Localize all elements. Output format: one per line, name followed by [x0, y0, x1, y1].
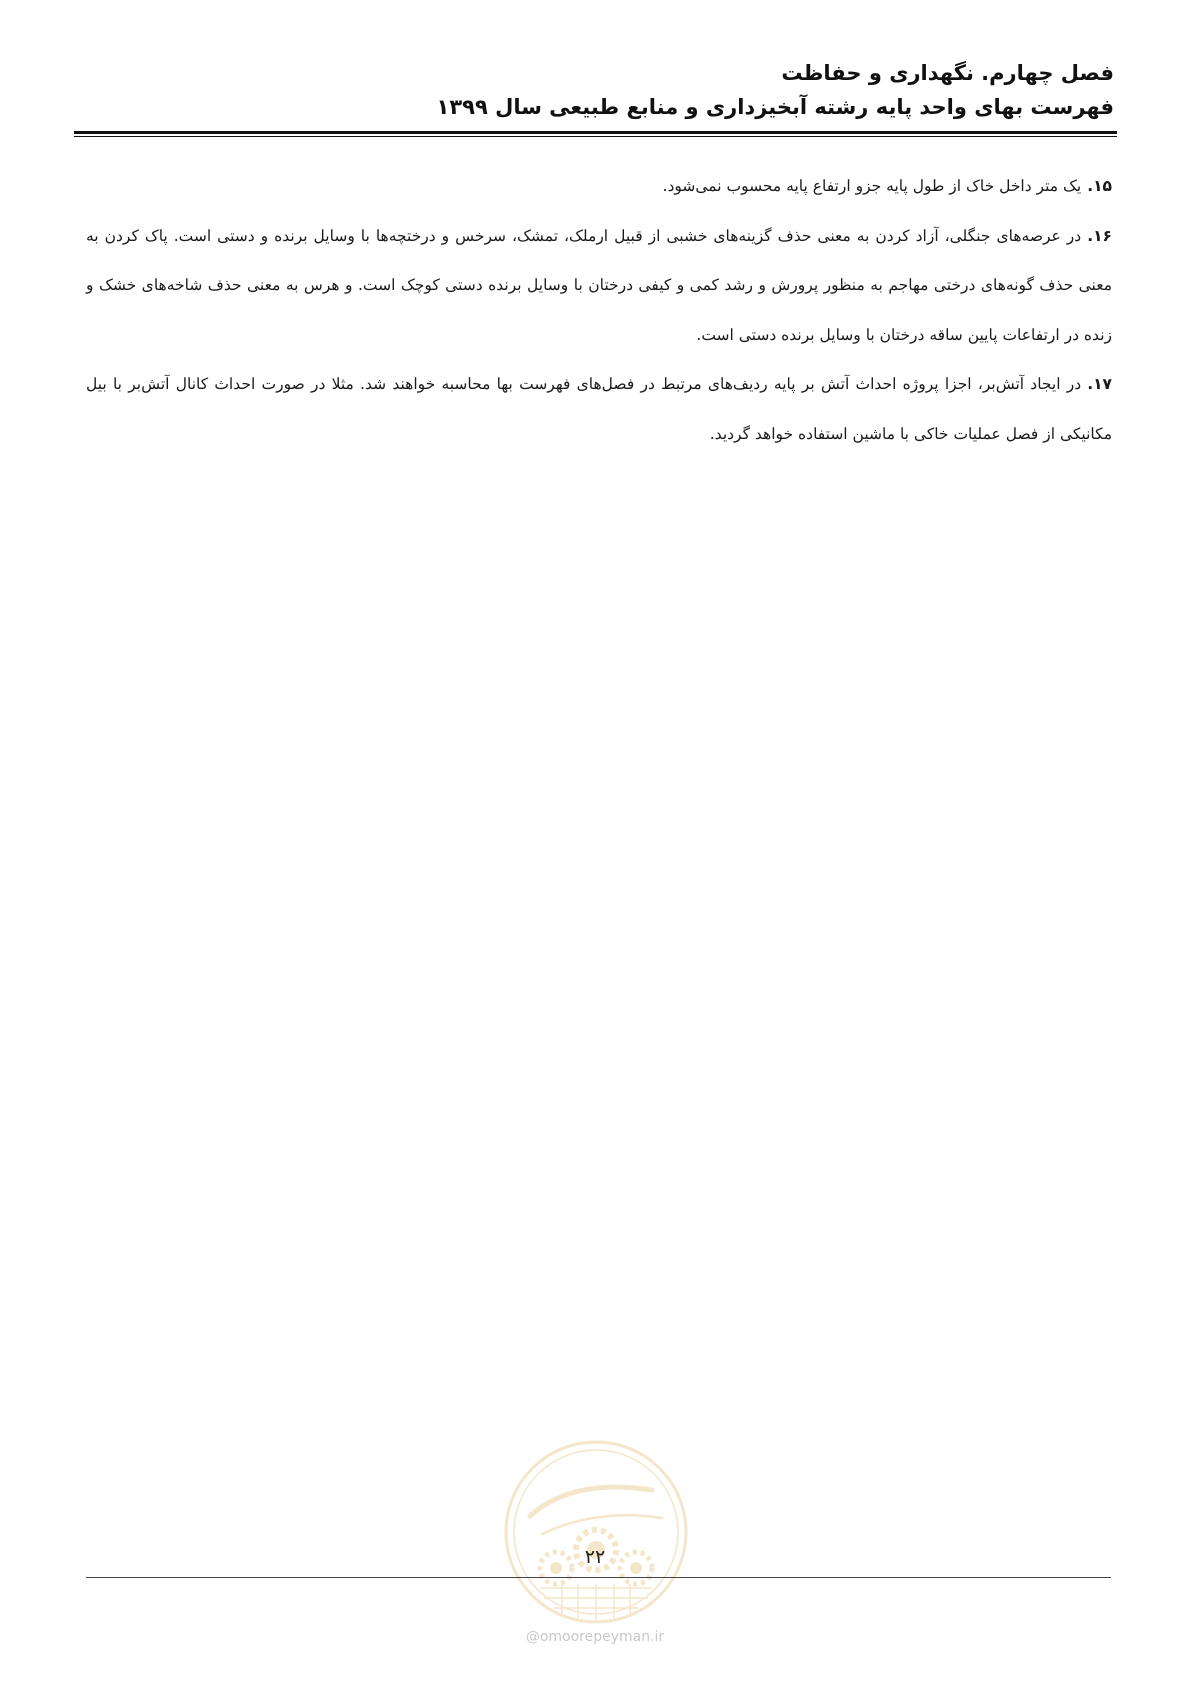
note-text: در ایجاد آتش‌بر، اجزا پروژه احداث آتش بر پایه ردیف‌های مرتبط در فصل‌های فهرست بها محاسبه خواهند شد. مثلا در صورت احداث کانال آتش‌بر با بیل مکانیکی از فصل عملیات خاکی با ماشین استفاده خواهد گردید. — [86, 375, 1112, 443]
note-text: در عرصه‌های جنگلی، آزاد کردن به معنی حذف گزینه‌های خشبی از قبیل ارملک، تمشک، سرخس و درختچه‌ها با وسایل برنده و دستی است. پاک کردن به معنی حذف گونه‌های درختی مهاجم به منظور پرورش و رشد کمی و کیفی درختان با وسایل برنده دستی کوچک است. و هرس به معنی حذف شاخه‌های خشک و زنده در ارتفاعات پایین ساقه درختان با وسایل برنده دستی است. — [86, 226, 1112, 344]
note-16 — [86, 212, 1112, 361]
book-title: فهرست بهای واحد پایه رشته آبخیزداری و منابع طبیعی سال ۱۳۹۹ — [436, 95, 1114, 119]
page-header — [74, 56, 1114, 124]
header-divider-thick — [74, 131, 1117, 134]
note-text: یک متر داخل خاک از طول پایه جزو ارتفاع پایه محسوب نمی‌شود. — [662, 177, 1082, 195]
page-number: ۲۲ — [584, 1546, 606, 1568]
chapter-title: فصل چهارم. نگهداری و حفاظت — [781, 61, 1114, 85]
note-15 — [86, 162, 1112, 212]
note-number: ۱۶. — [1087, 226, 1112, 245]
note-number: ۱۵. — [1087, 177, 1112, 195]
header-divider-thin — [74, 136, 1117, 137]
omoorepeyman-seal-logo — [502, 1438, 690, 1626]
watermark-url[interactable]: @omoorepeyman.ir — [525, 1629, 665, 1645]
notes-body — [86, 162, 1112, 459]
note-17 — [86, 360, 1112, 459]
note-number: ۱۷. — [1087, 375, 1112, 393]
footer-divider — [86, 1577, 1111, 1578]
